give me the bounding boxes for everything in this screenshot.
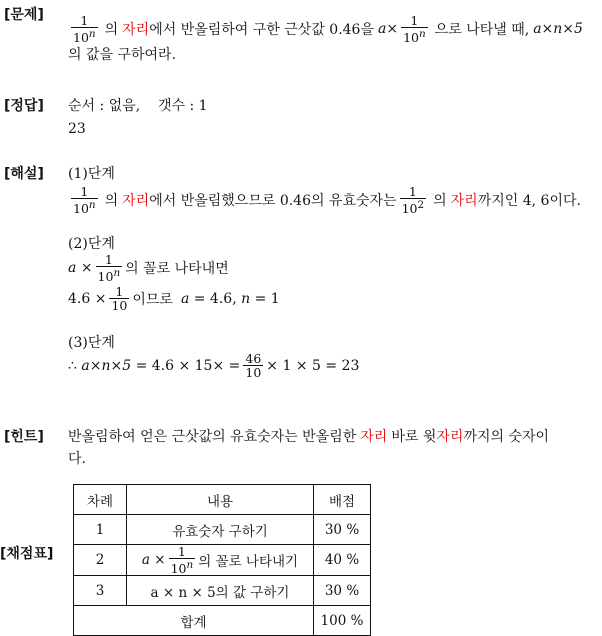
hint-label: [힌트] — [4, 429, 44, 445]
step2-line-2: 4.6 × $\frac{1}{10}$ 이므로 a = 4.6, n = 1 — [68, 284, 280, 314]
step1-title: (1)단계 — [68, 166, 115, 182]
problem-text — [68, 14, 598, 64]
rubric-table — [73, 484, 371, 636]
table-row: 1 유효숫자 구하기 30 % — [74, 515, 371, 545]
step2-line-1: a × $\frac{1}{10^n}$ 의 꼴로 나타내면 — [68, 252, 229, 285]
fraction: $\frac{1}{10^n}$ — [73, 13, 96, 46]
hint-text: 반올림하여 얻은 근삿값의 유효숫자는 반올림한 자리 바로 윗 자리 까지의 숫자이 다. — [68, 429, 550, 467]
answer-value: 23 — [68, 121, 86, 137]
problem-label: [문제] — [4, 7, 44, 23]
fraction: $\frac{1}{10^n}$ — [403, 13, 426, 46]
step1-line: $\frac{1}{10^n}$ 의 자리 에서 반올림했으므로 0.46의 유효숫자는 $\frac{1}{10^2}$ 의 자리 까지인 4, 6이다. — [73, 184, 581, 217]
step3-line: ∴ a×n×5 = 4.6 × 15× = $\frac{46}{10}$ × 1 × 5 = 23 — [68, 351, 360, 381]
problem-line-2: 의 값을 구하여라. — [68, 47, 177, 64]
answer-count: 갯수 : 1 — [157, 98, 208, 114]
rubric-label: [채점표] — [0, 546, 54, 562]
answer-text — [68, 95, 598, 137]
problem-line-1: $\frac{1}{10^n}$ 의 자리 에서 반올림하여 구한 근삿값 0.46을 a × $\frac{1}{10^n}$ 으로 나타낼 때, a×n×5 — [73, 13, 583, 46]
step2-title: (2)단계 — [68, 236, 115, 253]
table-row: 3 a × n × 5의 값 구하기 30 % — [74, 576, 371, 606]
answer-label: [정답] — [4, 98, 44, 114]
solution-label: [해설] — [4, 166, 44, 182]
solution-text — [68, 163, 598, 379]
highlight-place: 자리 — [122, 22, 150, 39]
table-header-row: 차례 내용 배점 — [74, 485, 371, 515]
answer-order: 순서 : 없음, — [68, 98, 141, 114]
step3-title: (3)단계 — [68, 335, 115, 352]
table-total-row: 합계 100 % — [74, 606, 371, 636]
table-row: 2 a × $\frac{1}{10^n}$ 의 꼴로 나타내기 40 % — [74, 545, 371, 576]
